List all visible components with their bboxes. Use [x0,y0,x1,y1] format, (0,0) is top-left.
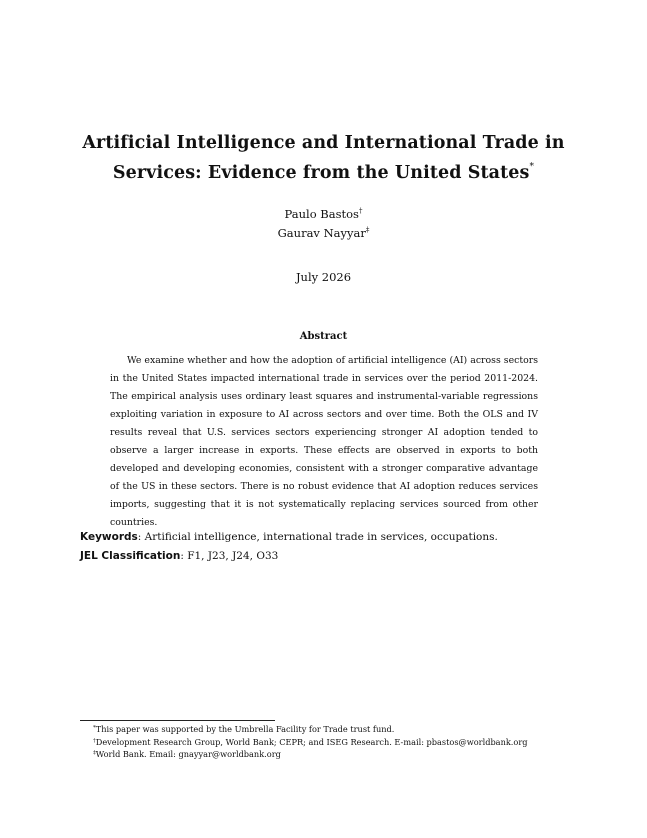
jel-line [80,548,570,564]
keywords-label: Keywords [80,531,138,543]
abstract-text: We examine whether and how the adoption of artificial intelligence (AI) across sectors in the United States impacted international trade in services over the period 2011-2024. The empirical analysis uses ordinary least squares and instrumental-variable regressions exploiting variation in exposure to AI across sectors and over time. Both the OLS and IV results reveal that U.S. services sectors experiencing stronger AI adoption tended to observe a larger increase in exports. These effects are observed in exports to both developed and developing economies, consistent with a stronger comparative advantage of the US in these sectors. There is no robust evidence that AI adoption reduces services imports, suggesting that it is not systematically replacing services sourced from other countries. [110,355,538,528]
paper-title [60,128,587,188]
footnote-3-mark: ‡ [93,750,96,756]
footnote-3-text: World Bank. Email: gnayyar@worldbank.org [95,749,281,759]
title-footnote-mark: * [529,162,535,172]
footnotes [93,723,573,761]
footnote-1-mark: * [93,725,96,731]
footnote-2 [93,736,573,749]
abstract-heading: Abstract [299,331,348,342]
footnote-1 [93,723,573,736]
title-line-2 [60,158,587,188]
author-1 [0,205,647,224]
author-2 [0,224,647,243]
author-1-mark: † [358,207,363,215]
title-line-1: Artificial Intelligence and International Trade in [82,133,565,153]
author-2-name: Gaurav Nayyar [277,226,366,240]
author-2-mark: ‡ [365,226,370,234]
footnote-divider [80,720,275,721]
author-1-name: Paulo Bastos [284,207,359,221]
author-list [0,205,647,243]
footnote-1-text: This paper was supported by the Umbrella Facility for Trade trust fund. [95,724,395,734]
footnote-2-text: Development Research Group, World Bank; CEPR; and ISEG Research. E-mail: pbastos@worldbank.org [95,736,528,747]
jel-value: : F1, J23, J24, O33 [180,550,279,562]
footnote-3 [93,748,573,761]
keywords-value: : Artificial intelligence, international trade in services, occupations. [137,531,498,543]
paper-date: July 2026 [295,270,352,284]
footnote-2-mark: † [93,737,96,744]
title-line-2-text: Services: Evidence from the United States [112,163,530,183]
keywords-line [80,529,570,545]
jel-label: JEL Classification [80,550,181,562]
